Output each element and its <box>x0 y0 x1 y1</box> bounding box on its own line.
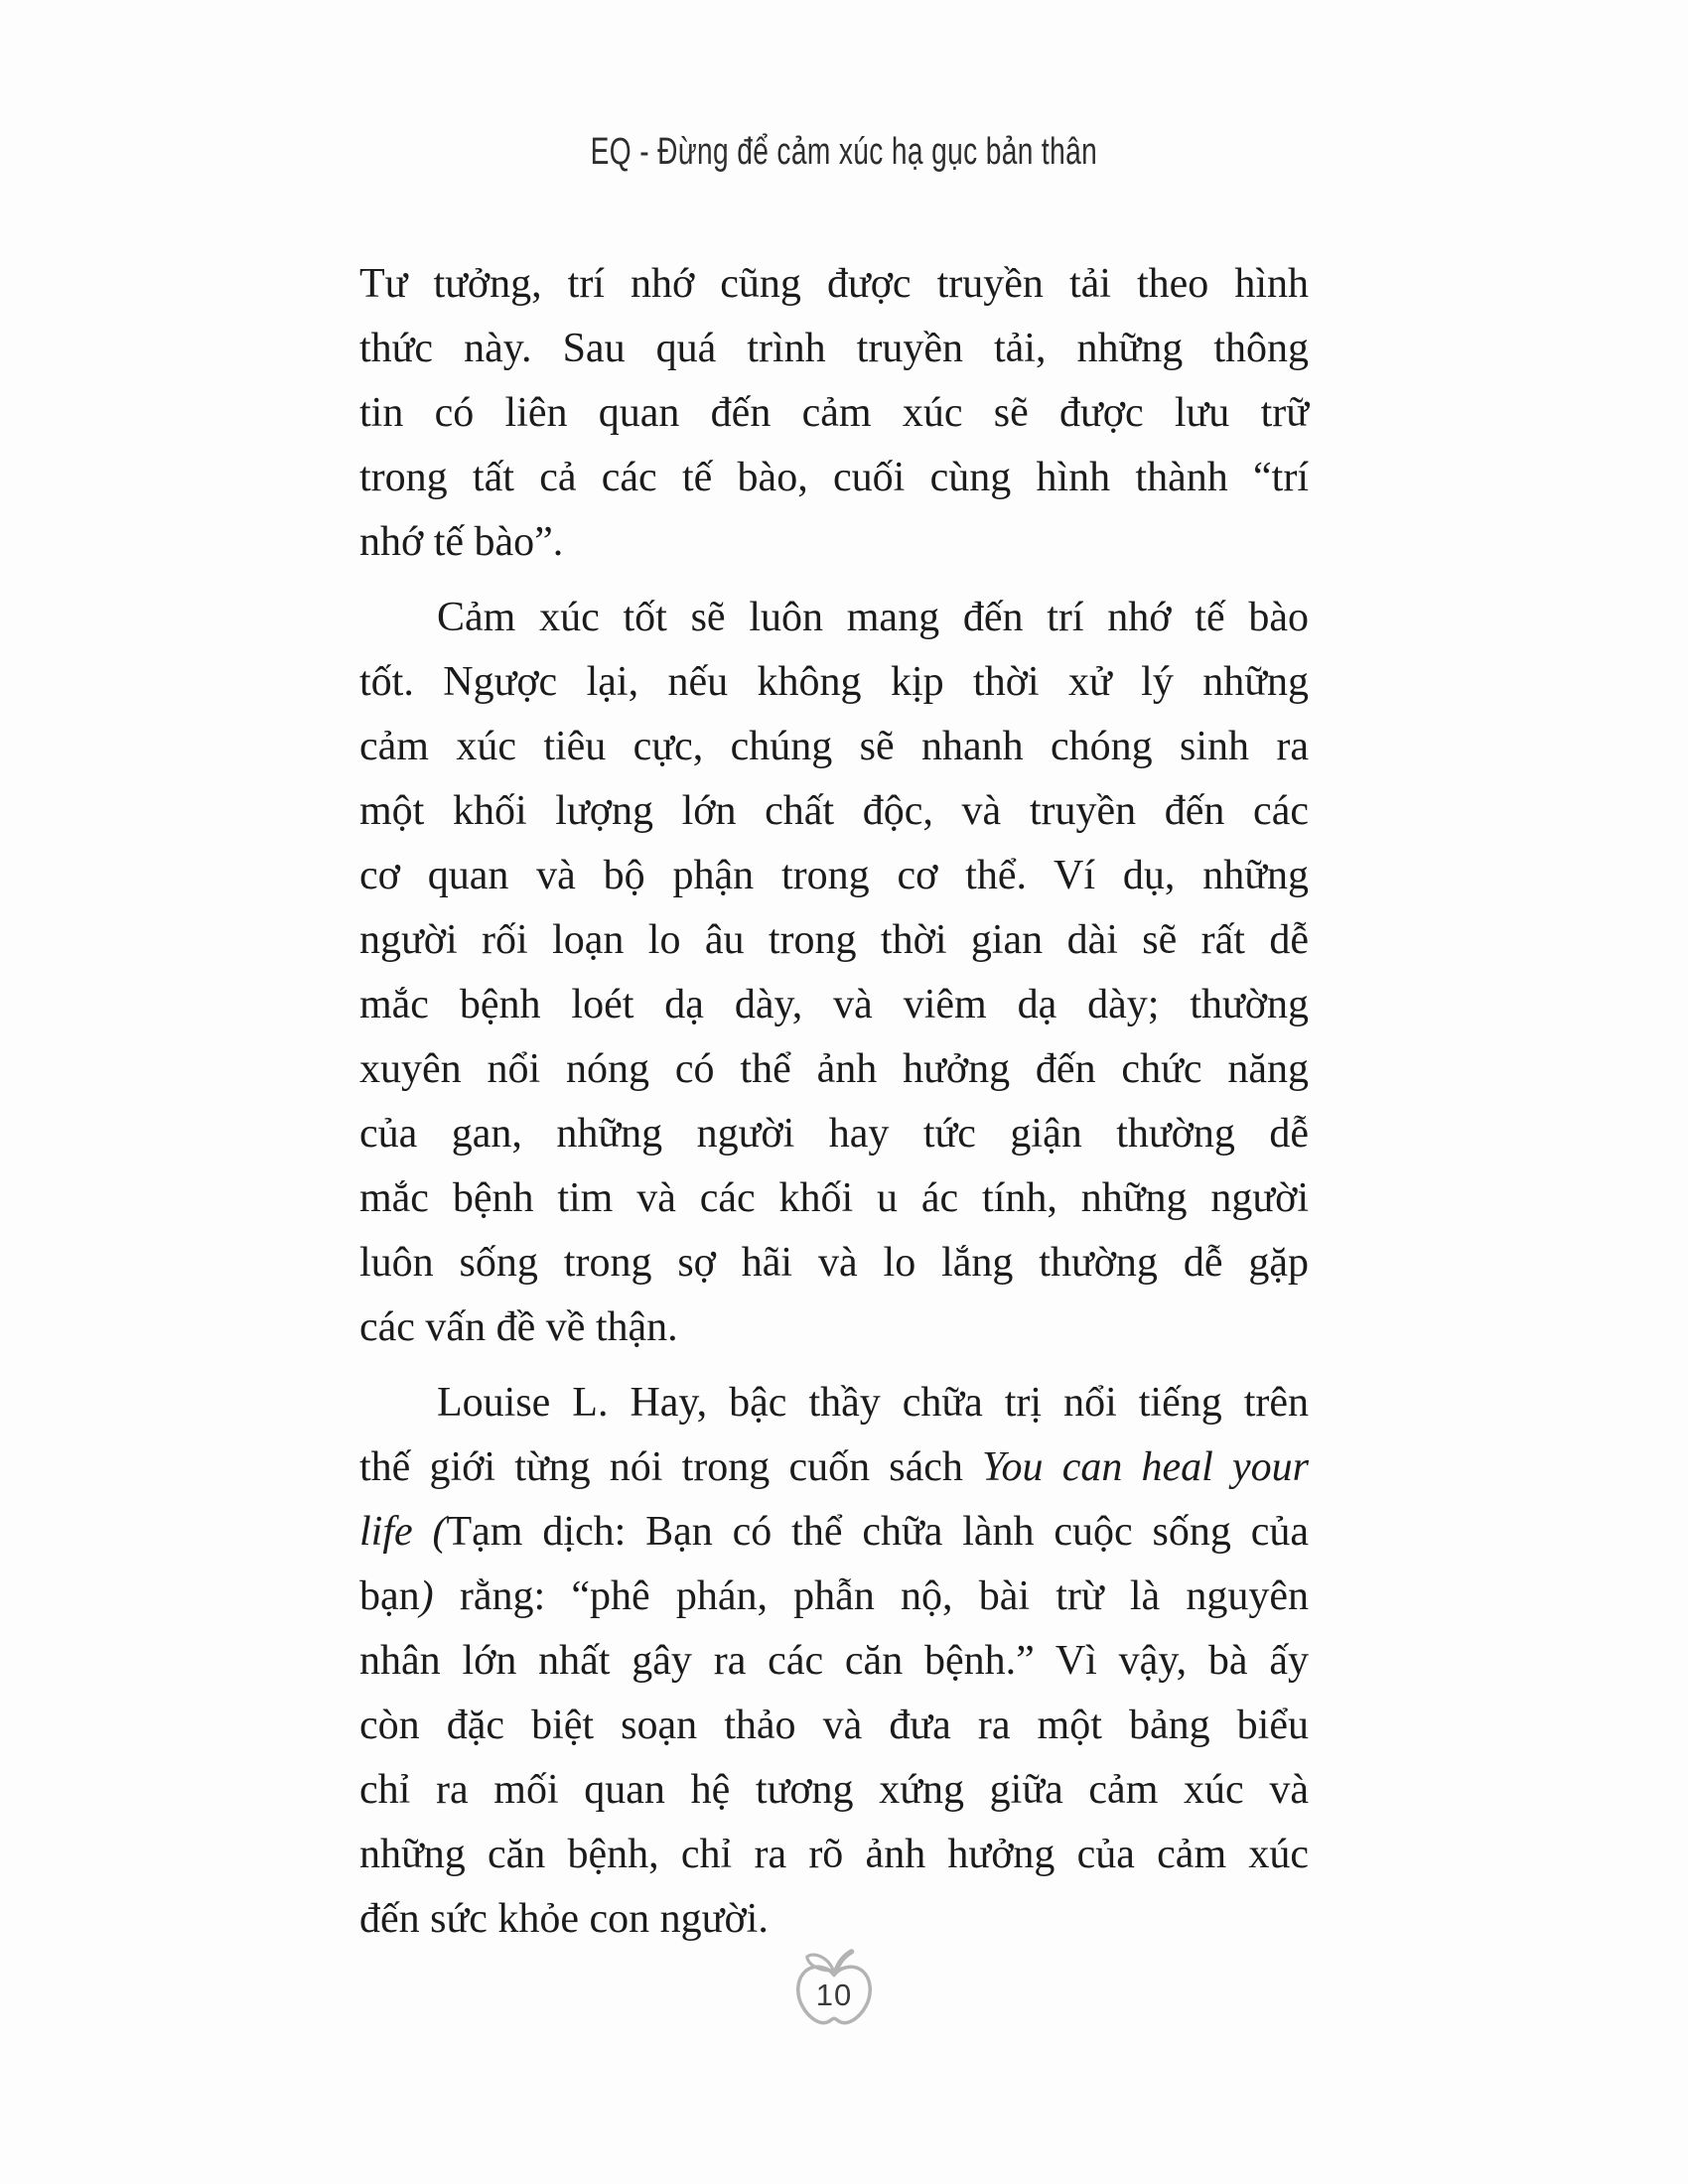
text-segment: còn đặc biệt soạn thảo và đưa ra một bảng biểu <box>359 1703 1309 1748</box>
text-line <box>359 973 1309 1037</box>
text-line <box>359 1231 1309 1296</box>
text-line <box>359 844 1309 908</box>
italic-text-segment: life ( <box>359 1509 447 1555</box>
text-line <box>359 1629 1309 1694</box>
text-line <box>359 252 1309 317</box>
page-footer <box>790 1942 878 2033</box>
text-line <box>359 510 1309 575</box>
text-segment: trong tất cả các tế bào, cuối cùng hình thành “trí <box>359 455 1309 500</box>
text-segment: Louise L. Hay, bậc thầy chữa trị nổi tiếng trên <box>437 1380 1309 1426</box>
text-segment: một khối lượng lớn chất độc, và truyền đến các <box>359 788 1309 834</box>
text-segment: cảm xúc tiêu cực, chúng sẽ nhanh chóng sinh ra <box>359 724 1309 769</box>
text-line <box>359 446 1309 510</box>
running-header-text: EQ - Đừng để cảm xúc hạ gục bản thân <box>590 131 1098 173</box>
italic-text-segment: ) <box>419 1573 434 1619</box>
text-segment: các vấn đề về thận. <box>359 1304 678 1350</box>
paragraph <box>359 252 1309 575</box>
text-segment: của gan, những người hay tức giận thường dễ <box>359 1111 1309 1157</box>
body-text <box>359 252 1309 1952</box>
text-segment: thế giới từng nói trong cuốn sách <box>359 1444 983 1490</box>
text-line <box>359 381 1309 446</box>
text-segment: tin có liên quan đến cảm xúc sẽ được lưu trữ <box>359 390 1309 436</box>
text-line <box>359 586 1309 650</box>
text-segment: cơ quan và bộ phận trong cơ thể. Ví dụ, những <box>359 853 1309 898</box>
text-line <box>359 779 1309 844</box>
text-segment: Tạm dịch: Bạn có thể chữa lành cuộc sống của <box>446 1509 1309 1555</box>
text-segment: mắc bệnh loét dạ dày, và viêm dạ dày; thường <box>359 982 1309 1027</box>
text-line <box>359 650 1309 715</box>
text-segment: chỉ ra mối quan hệ tương xứng giữa cảm xúc và <box>359 1767 1309 1813</box>
text-segment: thức này. Sau quá trình truyền tải, những thông <box>359 326 1309 371</box>
text-line <box>359 1296 1309 1360</box>
text-line <box>359 1037 1309 1102</box>
text-segment: luôn sống trong sợ hãi và lo lắng thường dễ gặp <box>359 1240 1309 1286</box>
text-segment: xuyên nổi nóng có thể ảnh hưởng đến chức năng <box>359 1046 1309 1092</box>
text-segment: Tư tưởng, trí nhớ cũng được truyền tải theo hình <box>359 261 1309 307</box>
text-line <box>359 908 1309 973</box>
text-line <box>359 1500 1309 1565</box>
text-segment: Cảm xúc tốt sẽ luôn mang đến trí nhớ tế bào <box>437 595 1309 640</box>
text-segment: nhân lớn nhất gây ra các căn bệnh.” Vì vậy, bà ấy <box>359 1638 1309 1684</box>
text-segment: người rối loạn lo âu trong thời gian dài sẽ rất dễ <box>359 917 1309 963</box>
text-segment: đến sức khỏe con người. <box>359 1896 769 1942</box>
text-line <box>359 1435 1309 1500</box>
running-header <box>0 131 1688 174</box>
text-segment: tốt. Ngược lại, nếu không kịp thời xử lý những <box>359 659 1309 705</box>
text-line <box>359 1102 1309 1166</box>
text-segment: mắc bệnh tim và các khối u ác tính, những người <box>359 1175 1309 1221</box>
text-line <box>359 1565 1309 1629</box>
page-number: 10 <box>815 1978 853 2012</box>
text-segment: nhớ tế bào”. <box>359 519 564 565</box>
text-line <box>359 317 1309 381</box>
text-line <box>359 1758 1309 1823</box>
text-line <box>359 1694 1309 1758</box>
paragraph <box>359 586 1309 1360</box>
italic-text-segment: You can heal your <box>982 1444 1309 1490</box>
text-segment: rằng: “phê phán, phẫn nộ, bài trừ là nguyên <box>433 1573 1309 1619</box>
text-line <box>359 1166 1309 1231</box>
text-line <box>359 1823 1309 1887</box>
text-line <box>359 1371 1309 1435</box>
text-segment: những căn bệnh, chỉ ra rõ ảnh hưởng của cảm xúc <box>359 1832 1309 1877</box>
text-segment: bạn <box>359 1573 420 1619</box>
text-line <box>359 715 1309 779</box>
paragraph <box>359 1371 1309 1952</box>
